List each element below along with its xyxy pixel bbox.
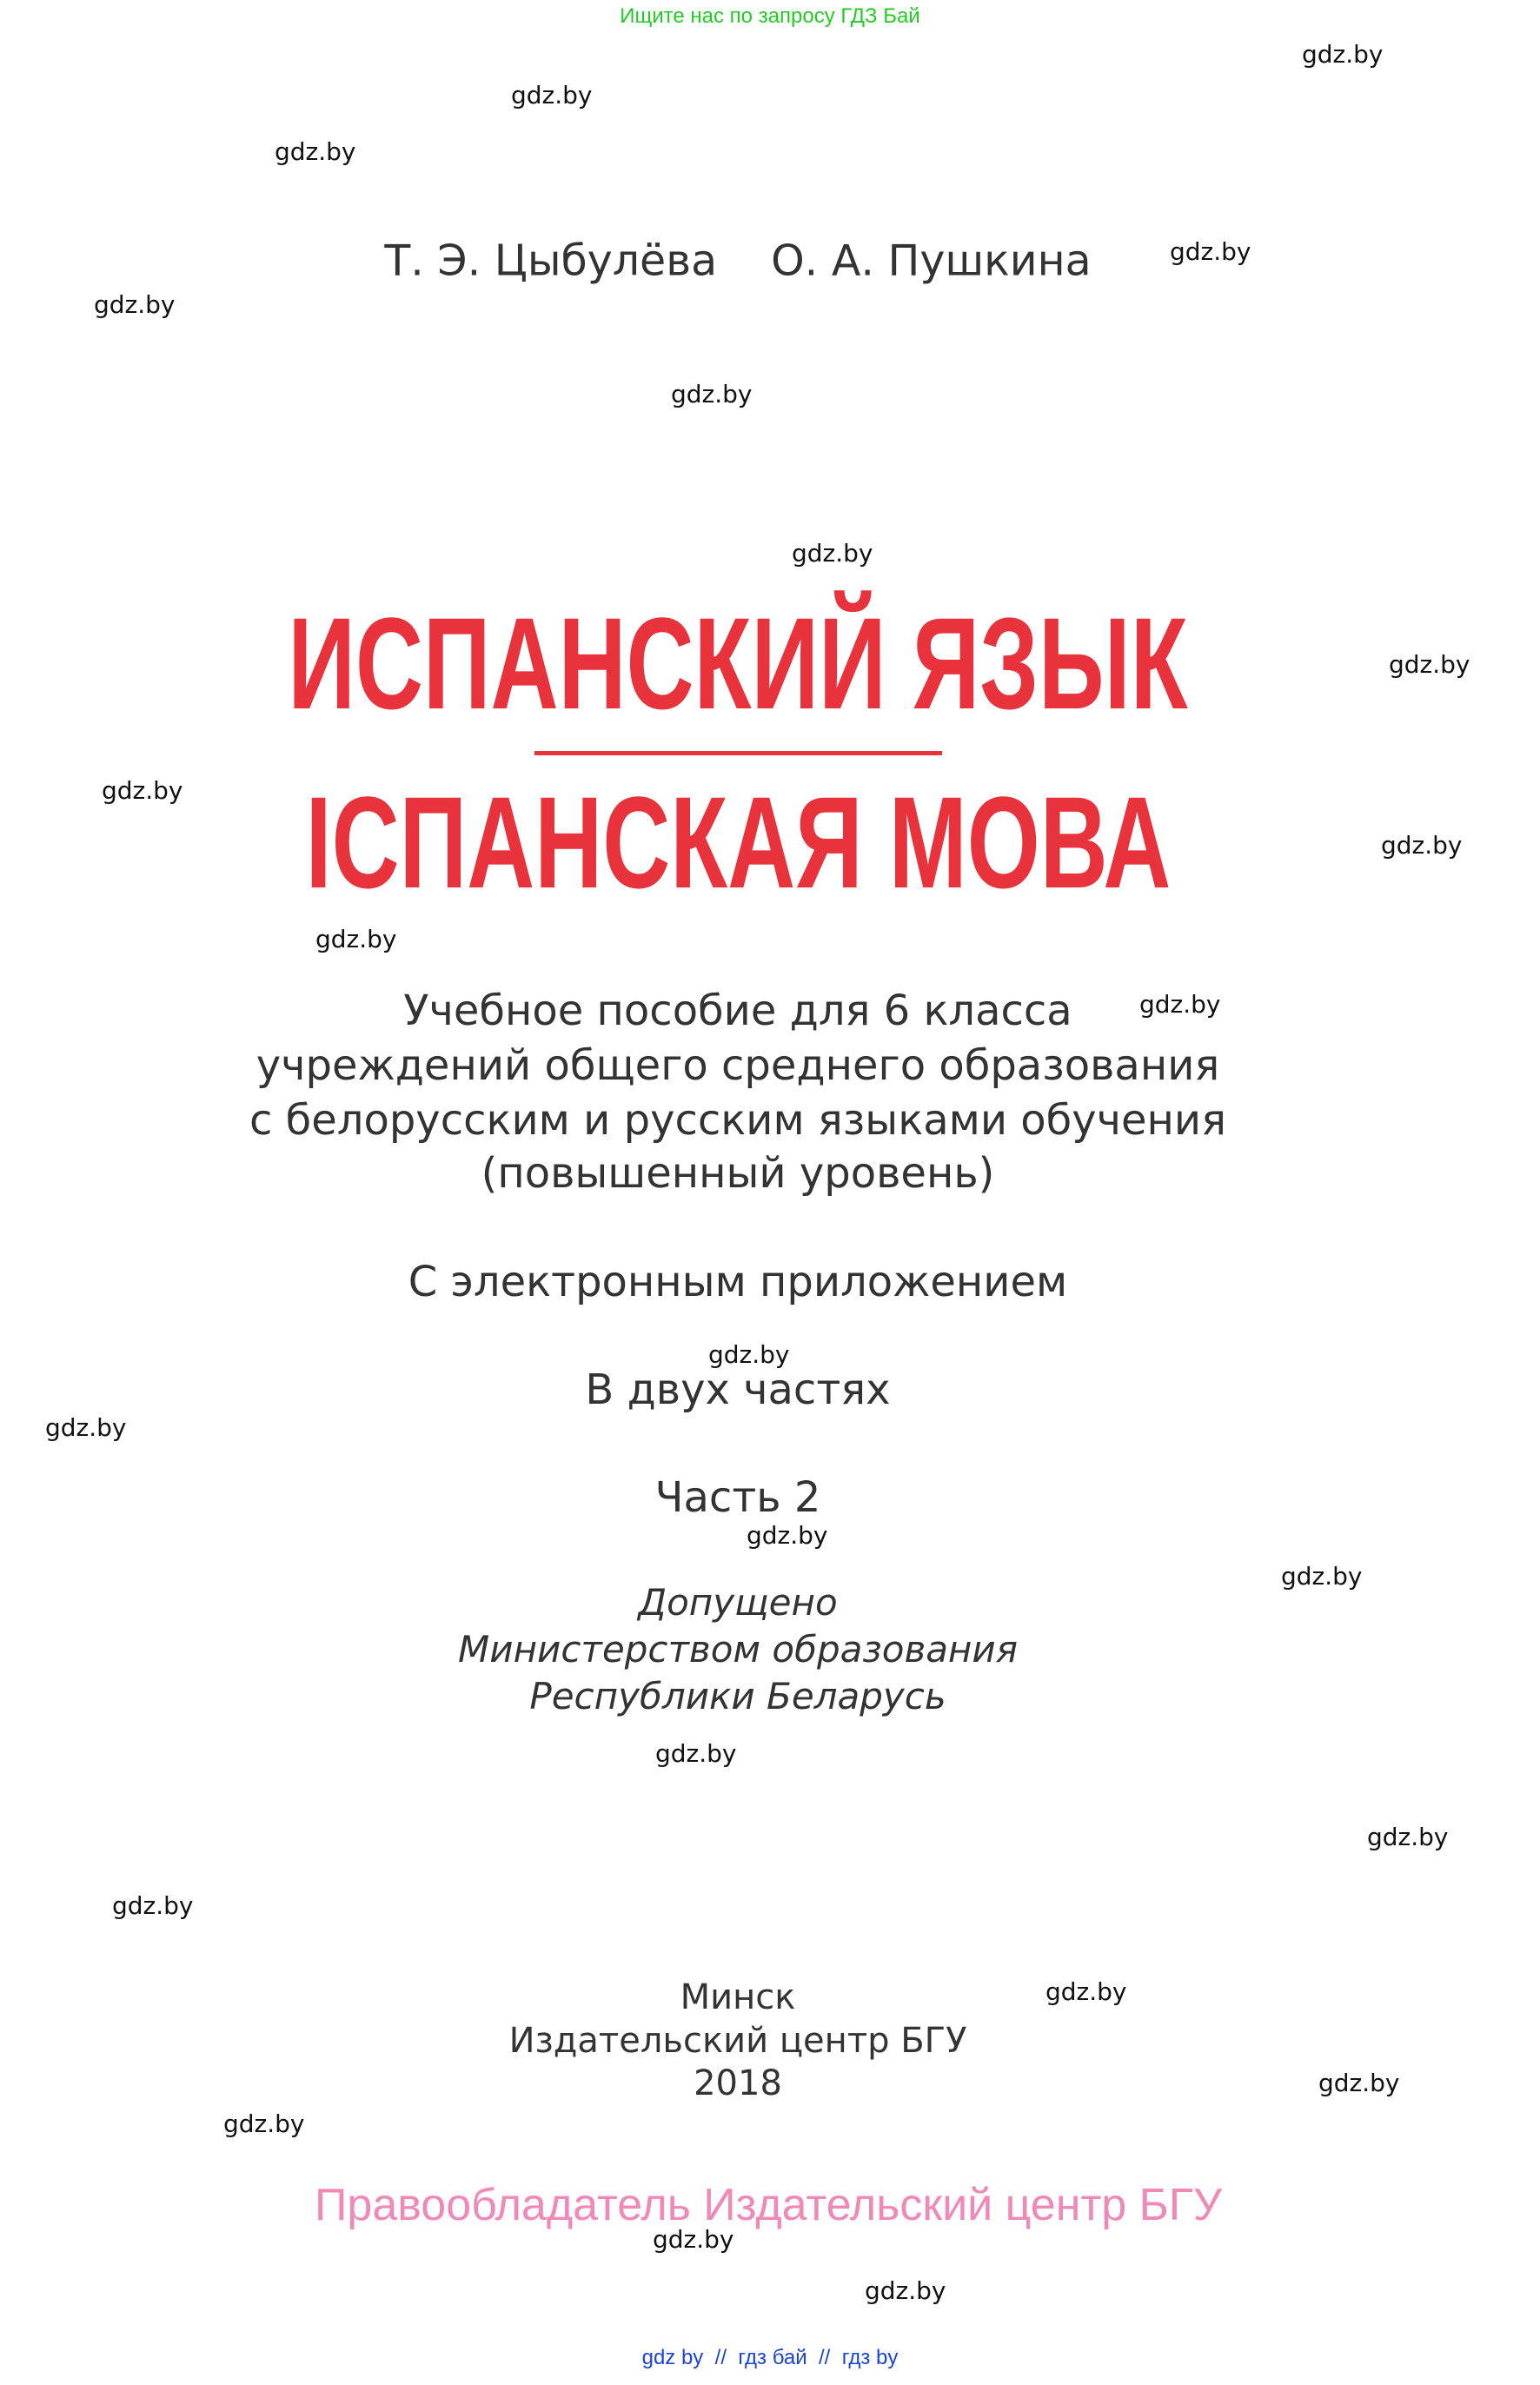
subtitle-line: с белорусским и русским языками обучения xyxy=(249,1096,1226,1145)
part-number: Часть 2 xyxy=(654,1473,821,1522)
subtitle-line: Учебное пособие для 6 класса xyxy=(403,987,1072,1035)
header-note: Ищите нас по запросу ГДЗ Бай xyxy=(620,4,920,28)
author-2: О. А. Пушкина xyxy=(771,236,1092,286)
approval-line: Министерством образования xyxy=(458,1628,1018,1671)
watermark: gdz.by xyxy=(275,137,356,166)
watermark: gdz.by xyxy=(865,2276,946,2305)
watermark: gdz.by xyxy=(315,925,397,953)
watermark: gdz.by xyxy=(1389,650,1470,679)
watermark: gdz.by xyxy=(1381,831,1463,860)
watermark: gdz.by xyxy=(1281,1562,1363,1591)
watermark: gdz.by xyxy=(511,81,593,110)
imprint-city: Минск xyxy=(680,1977,796,2017)
watermark: gdz.by xyxy=(102,776,183,805)
imprint-publisher: Издательский центр БГУ xyxy=(508,2021,967,2061)
approval-line: Допущено xyxy=(638,1581,838,1624)
watermark: gdz.by xyxy=(1170,237,1251,266)
electronic-supplement: С электронным приложением xyxy=(408,1258,1068,1306)
watermark: gdz.by xyxy=(223,2109,305,2138)
watermark: gdz.by xyxy=(792,539,873,568)
footer-link-gdz-by-cyr[interactable]: гдз by xyxy=(841,2346,899,2369)
watermark: gdz.by xyxy=(655,1739,737,1768)
footer-separator: // xyxy=(819,2346,831,2369)
title-belarusian: ІСПАНСКАЯ МОВА xyxy=(305,769,1171,915)
footer-link-gdz-bai[interactable]: гдз бай xyxy=(738,2346,807,2369)
watermark: gdz.by xyxy=(1139,990,1221,1019)
copyright-holder: Правообладатель Издательский центр БГУ xyxy=(315,2180,1222,2230)
approval-line: Республики Беларусь xyxy=(529,1675,946,1717)
subtitle-line: (повышенный уровень) xyxy=(481,1149,995,1198)
watermark: gdz.by xyxy=(1318,2069,1400,2097)
authors xyxy=(0,236,1476,286)
imprint-year: 2018 xyxy=(694,2063,782,2103)
watermark: gdz.by xyxy=(112,1891,194,1920)
watermark: gdz.by xyxy=(1367,1823,1449,1851)
watermark: gdz.by xyxy=(653,2225,734,2254)
footer-separator: // xyxy=(714,2346,727,2369)
parts-note: В двух частях xyxy=(585,1365,891,1414)
subtitle-line: учреждений общего среднего образования xyxy=(256,1041,1220,1090)
watermark: gdz.by xyxy=(708,1340,790,1369)
title-divider xyxy=(534,751,942,755)
watermark: gdz.by xyxy=(45,1413,127,1442)
watermark: gdz.by xyxy=(94,290,176,319)
watermark: gdz.by xyxy=(747,1521,828,1550)
watermark: gdz.by xyxy=(1302,40,1384,69)
author-1: Т. Э. Цыбулёва xyxy=(384,236,718,286)
title-russian: ИСПАНСКИЙ ЯЗЫК xyxy=(288,590,1188,736)
footer-link-gdz-by[interactable]: gdz by xyxy=(641,2346,704,2369)
watermark: gdz.by xyxy=(671,380,753,409)
footer-links xyxy=(0,2348,1540,2368)
watermark: gdz.by xyxy=(1045,1977,1127,2006)
